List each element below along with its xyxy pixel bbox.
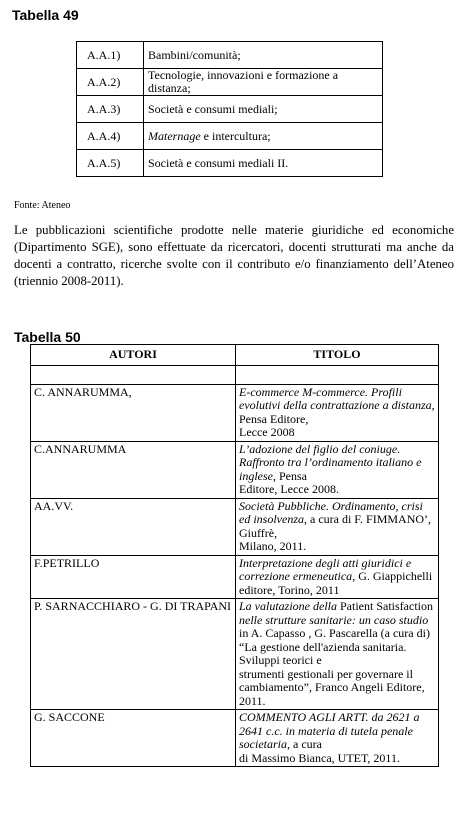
- title-cell: [236, 441, 439, 498]
- header-authors: AUTORI: [31, 345, 236, 366]
- title-text: Milano, 2011.: [239, 539, 307, 553]
- row-text-italic: Maternage: [148, 128, 201, 143]
- author-cell: C.ANNARUMMA: [31, 441, 236, 498]
- row-code: A.A.1): [77, 42, 144, 69]
- table-row: [31, 555, 439, 599]
- row-code: A.A.2): [77, 69, 144, 96]
- table49-title: Tabella 49: [12, 7, 79, 23]
- author-cell: F.PETRILLO: [31, 555, 236, 599]
- title-text: Patient Satisfaction: [337, 599, 433, 613]
- title-cell: [236, 555, 439, 599]
- body-paragraph: Le pubblicazioni scientifiche prodotte nelle materie giuridiche ed economiche (Dipartimento SGE), sono effettuate da ricercatori, docenti strutturati ma anche da docenti a contratto, ricerche svolte con il contributo e/o finanziamento dell’Ateneo (triennio 2008-2011).: [14, 223, 454, 288]
- title-text: Lecce 2008: [239, 425, 295, 439]
- header-title: TITOLO: [236, 345, 439, 366]
- table-row: [31, 384, 439, 441]
- title-italic: COMMENTO AGLI ARTT. da 2621 a 2641 c.c. in materia di tutela penale societaria: [239, 710, 420, 751]
- title-cell: [236, 599, 439, 710]
- table-row: [77, 123, 383, 150]
- table50: [30, 344, 439, 767]
- table50-title: Tabella 50: [14, 329, 81, 345]
- row-code: A.A.3): [77, 96, 144, 123]
- table-row: [77, 42, 383, 69]
- row-text: Società e consumi mediali;: [144, 96, 383, 123]
- title-text: di Massimo Bianca, UTET, 2011.: [239, 750, 400, 765]
- title-text: strumenti gestionali per governare il cambiamento”, Franco Angeli Editore, 2011.: [239, 666, 425, 708]
- table-row: [31, 599, 439, 710]
- title-text: , a cura di F. FIMMANO’, Giuffrè,: [239, 512, 432, 540]
- row-code: A.A.4): [77, 123, 144, 150]
- table-row: [77, 69, 383, 96]
- source-note: Fonte: Ateneo: [14, 200, 71, 211]
- table-row: [31, 441, 439, 498]
- title-italic: La valutazione della: [239, 599, 337, 613]
- title-cell: [236, 384, 439, 441]
- title-italic: L’adozione del figlio del coniuge. Raffronto tra l’ordinamento italiano e inglese: [239, 441, 422, 483]
- table49: [76, 41, 383, 177]
- title-text: , a cura: [287, 737, 322, 751]
- row-code: A.A.5): [77, 150, 144, 177]
- table-row: [77, 96, 383, 123]
- table-row: [77, 150, 383, 177]
- author-cell: G. SACCONE: [31, 710, 236, 767]
- table-row: [31, 498, 439, 555]
- row-text: Società e consumi mediali II.: [144, 150, 383, 177]
- row-text-rest: e intercultura;: [200, 128, 271, 143]
- table-spacer-row: [31, 365, 439, 384]
- title-cell: [236, 710, 439, 767]
- row-text: Bambini/comunità;: [144, 42, 383, 69]
- title-italic: Interpretazione degli atti giuridici e correzione ermeneutica: [239, 555, 412, 583]
- row-text: [144, 123, 383, 150]
- title-italic: Società Pubbliche. Ordinamento, crisi ed insolvenza: [239, 498, 423, 526]
- author-cell: P. SARNACCHIARO - G. DI TRAPANI: [31, 599, 236, 710]
- table-header-row: [31, 345, 439, 366]
- title-italic: E-commerce M-commerce. Profili evolutivi della contrattazione a distanza: [239, 384, 432, 412]
- table-row: [31, 710, 439, 767]
- title-text: Editore, Lecce 2008.: [239, 482, 339, 496]
- author-cell: AA.VV.: [31, 498, 236, 555]
- title-text: , Pensa: [273, 468, 307, 483]
- title-text: , G. Giappichelli editore, Torino, 2011: [239, 569, 433, 597]
- title-italic: nelle strutture sanitarie: un caso studio: [239, 612, 429, 627]
- title-text: , Pensa Editore,: [239, 398, 435, 426]
- title-cell: [236, 498, 439, 555]
- author-cell: C. ANNARUMMA,: [31, 384, 236, 441]
- row-text: Tecnologie, innovazioni e formazione a distanza;: [144, 69, 383, 96]
- title-text: in A. Capasso , G. Pascarella (a cura di) “La gestione dell'azienda sanitaria. Sviluppi teorici e: [239, 626, 430, 667]
